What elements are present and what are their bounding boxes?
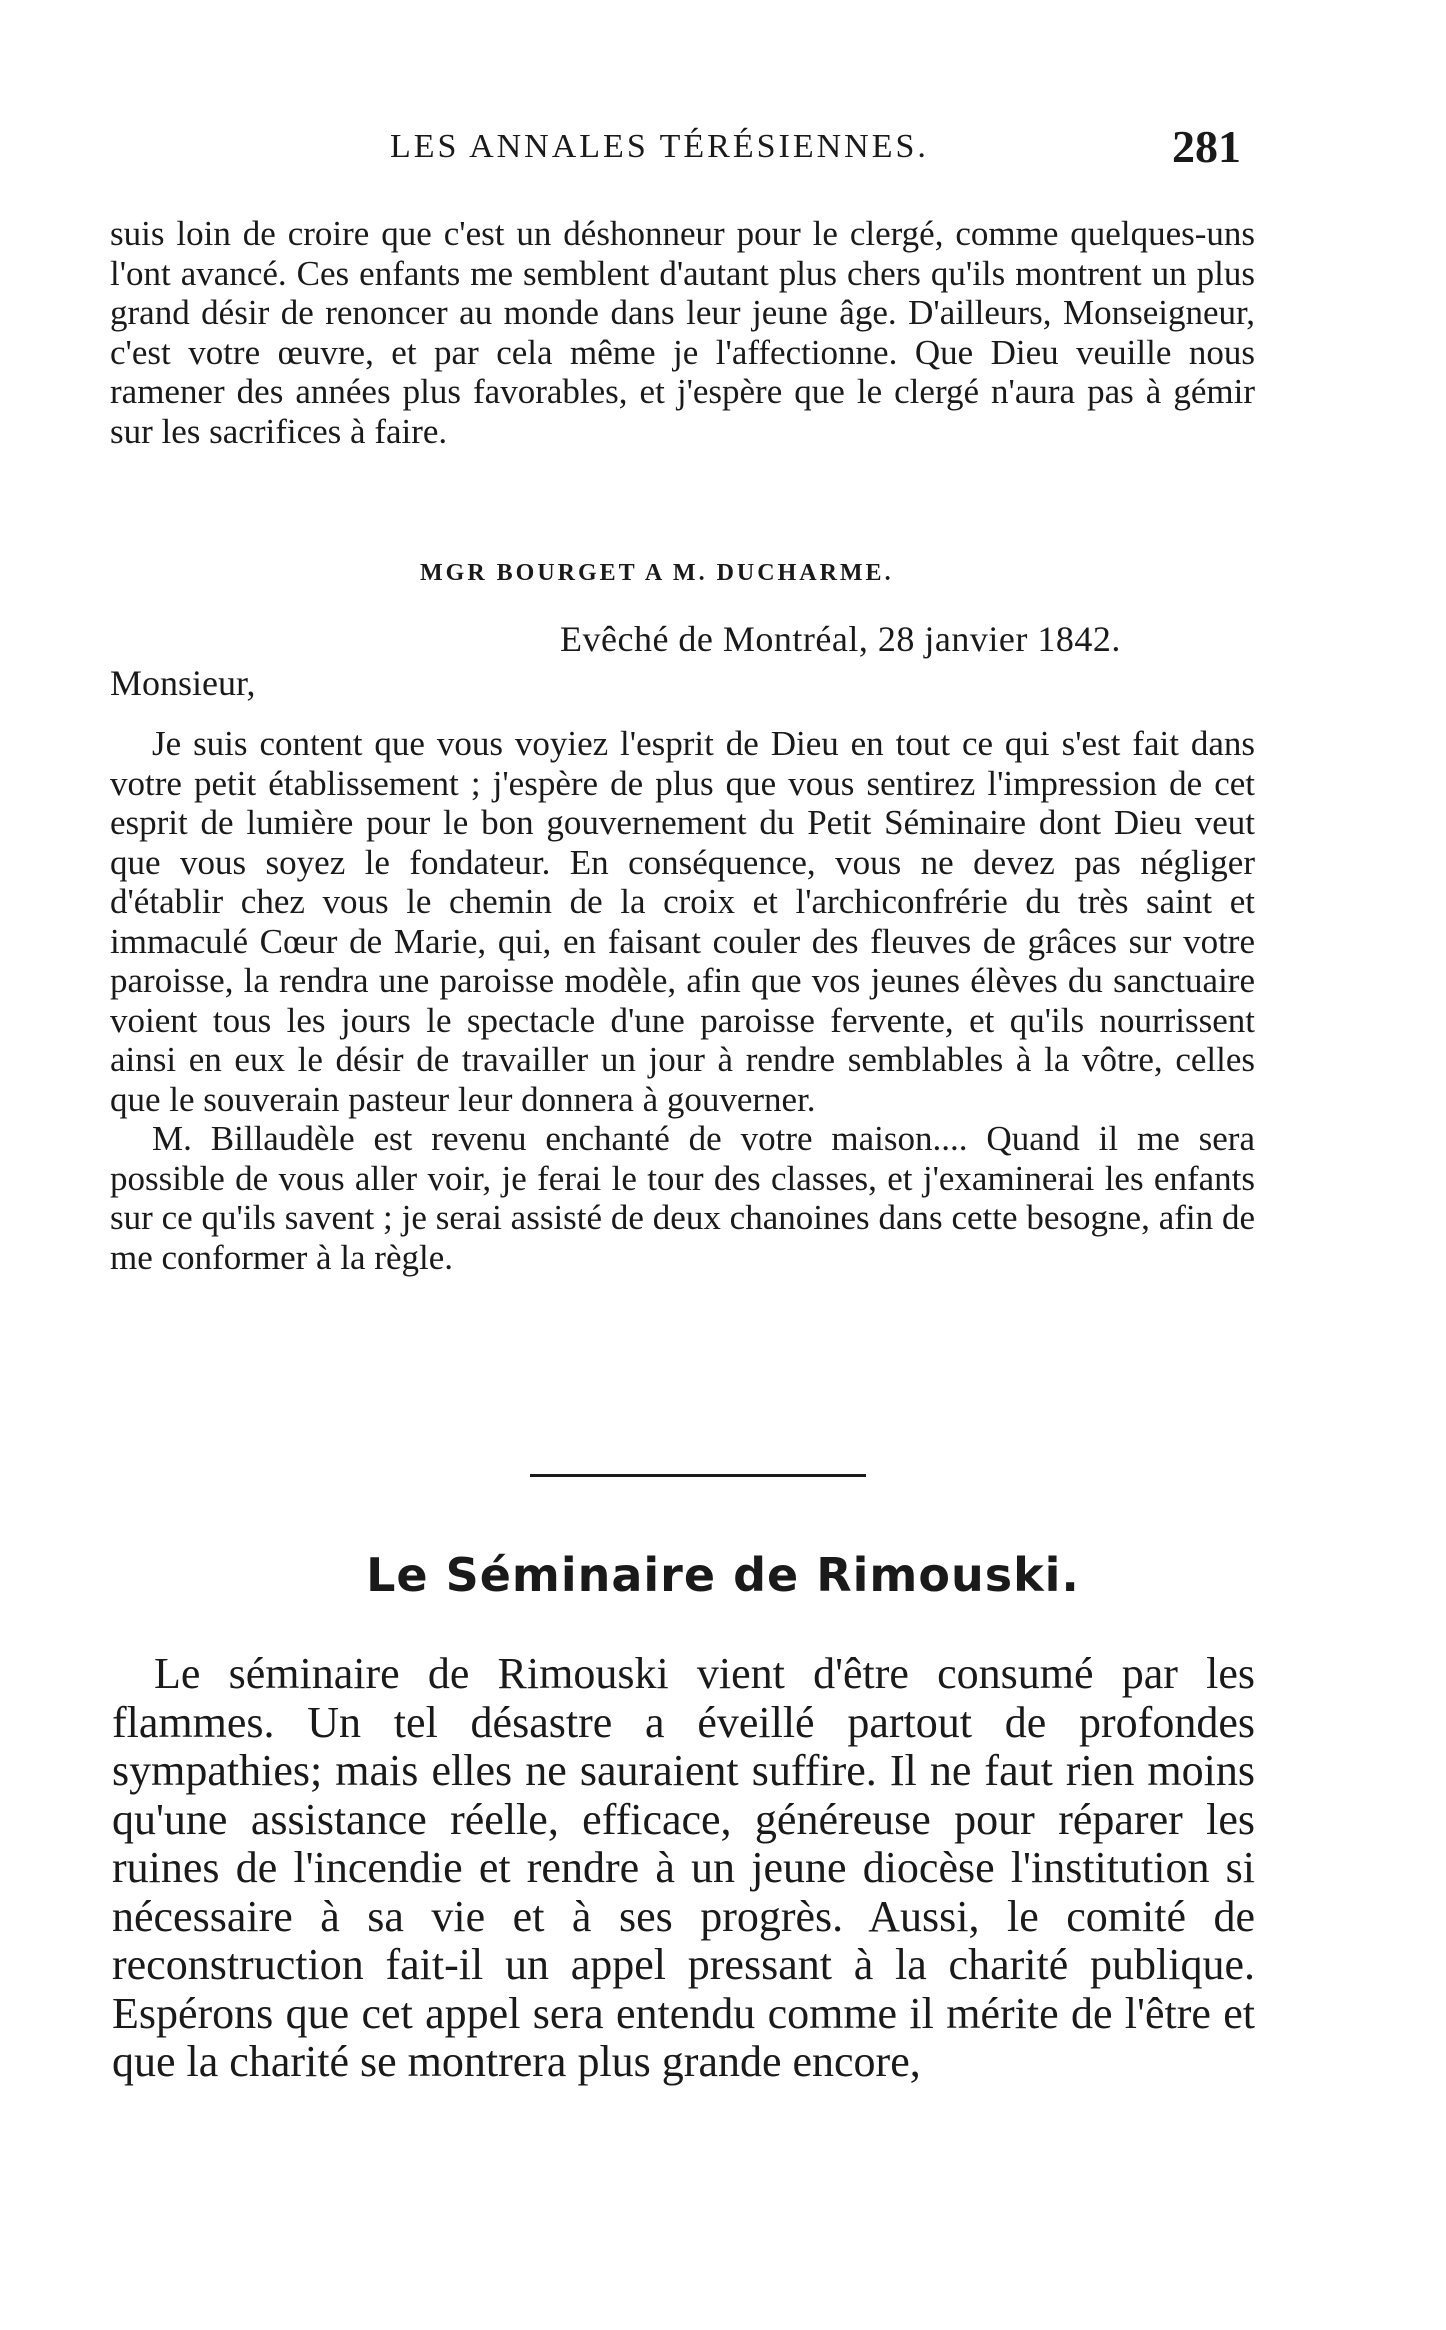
running-head	[0, 120, 1446, 180]
article-title: Le Séminaire de Rimouski.	[366, 1548, 1080, 1602]
letter-salutation: Monsieur,	[110, 663, 256, 703]
section-divider	[530, 1474, 866, 1477]
article-paragraph: Le séminaire de Rimouski vient d'être consumé par les flammes. Un tel désastre a éveillé partout de profondes sympathies; mais elles ne sauraient suffire. Il ne faut rien moins qu'une assistance réelle, efficace, généreuse pour réparer les ruines de l'incendie et rendre à un jeune diocèse l'institution si nécessaire à sa vie et à ses progrès. Aussi, le comité de reconstruction fait-il un appel pressant à la charité publique. Espérons que cet appel sera entendu comme il mérite de l'être et que la charité se montrera plus grande encore,	[112, 1649, 1255, 2086]
letter-heading: MGR BOURGET A M. DUCHARME.	[420, 560, 894, 586]
running-title: LES ANNALES TÉRÉSIENNES.	[390, 128, 929, 165]
letter-paragraph: Je suis content que vous voyiez l'esprit de Dieu en tout ce qui s'est fait dans votre petit établissement ; j'espère de plus que vous sentirez l'impression de cet esprit de lumière pour le bon gouvernement du Petit Séminaire dont Dieu veut que vous soyez le fondateur. En conséquence, vous ne devez pas négliger d'établir chez vous le chemin de la croix et l'archiconfrérie du très saint et immaculé Cœur de Marie, qui, en faisant couler des fleuves de grâces sur votre paroisse, la rendra une paroisse modèle, afin que vos jeunes élèves du sanctuaire voient tous les jours le spectacle d'une paroisse fervente, et qu'ils nourrissent ainsi en eux le désir de travailler un jour à rendre semblables à la vôtre, celles que le souverain pasteur leur donnera à gouverner.	[110, 724, 1255, 1119]
opening-paragraph: suis loin de croire que c'est un déshonneur pour le clergé, comme quelques-uns l'ont avancé. Ces enfants me semblent d'autant plus chers qu'ils montrent un plus grand désir de renoncer au monde dans leur jeune âge. D'ailleurs, Monseigneur, c'est votre œuvre, et par cela même je l'affectionne. Que Dieu veuille nous ramener des années plus favorables, et j'espère que le clergé n'aura pas à gémir sur les sacrifices à faire.	[110, 214, 1255, 451]
letter-paragraph: M. Billaudèle est revenu enchanté de votre maison.... Quand il me sera possible de vous aller voir, je ferai le tour des classes, et j'examinerai les enfants sur ce qu'ils savent ; je serai assisté de deux chanoines dans cette besogne, afin de me conformer à la règle.	[110, 1119, 1255, 1277]
letter-body	[110, 724, 1255, 1277]
page-number: 281	[1172, 121, 1241, 172]
letter-dateline: Evêché de Montréal, 28 janvier 1842.	[560, 619, 1121, 659]
article-body	[112, 1650, 1255, 2087]
